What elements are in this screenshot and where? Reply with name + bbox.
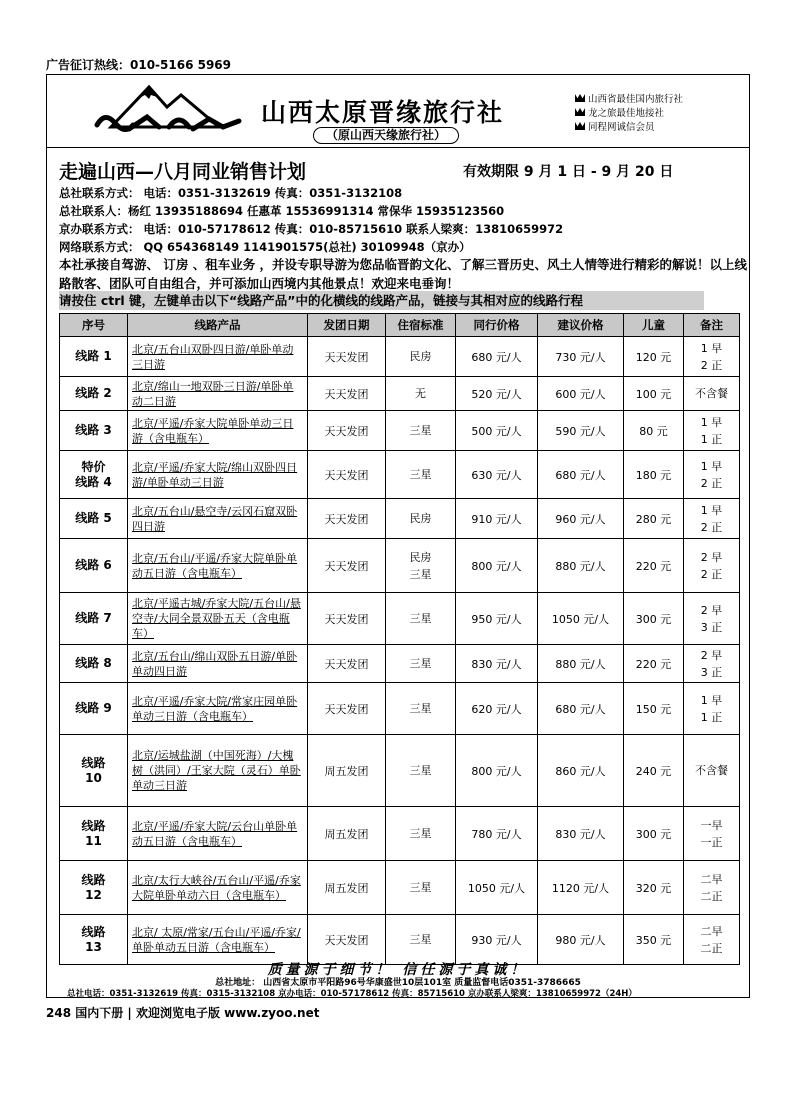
meal-note-cell: 不含餐 [684, 735, 740, 807]
peer-price-cell: 630 元/人 [456, 451, 538, 499]
suggested-price-cell: 600 元/人 [538, 377, 624, 411]
crown-icon [575, 108, 585, 116]
meal-note-cell: 1 早 2 正 [684, 451, 740, 499]
child-price-cell: 100 元 [624, 377, 684, 411]
mountain-logo-icon [89, 81, 259, 137]
route-id-cell: 线路 6 [60, 539, 128, 593]
route-product-link[interactable]: 北京/运城盐湖（中国死海）/大槐树（洪同）/王家大院（灵石）单卧单动三日游 [128, 735, 308, 807]
route-id-cell: 线路 9 [60, 683, 128, 735]
hotel-standard-cell: 三星 [386, 645, 456, 683]
footer-slogan: 质量源于细节！ 信任源于真诚！ [267, 962, 529, 978]
contact-line: 总社联系方式： 电话：0351-3132619 传真：0351-3132108 [59, 186, 403, 200]
contact-line: 网络联系方式： QQ 654368149 1141901575(总社) 30109948（京办） [59, 240, 471, 254]
page-frame [46, 74, 750, 998]
peer-price-cell: 520 元/人 [456, 377, 538, 411]
table-row [60, 645, 740, 683]
table-row [60, 807, 740, 861]
suggested-price-cell: 680 元/人 [538, 451, 624, 499]
route-product-link[interactable]: 北京/五台山/悬空寺/云冈石窟双卧四日游 [128, 499, 308, 539]
footer-phones: 总社电话：0351-3132619 传真：0315-3132108 京办电话：010-57178612 传真：85715610 京办联系人梁爽：13810659972（24H） [67, 989, 637, 999]
header-cell: 住宿标准 [386, 314, 456, 337]
suggested-price-cell: 830 元/人 [538, 807, 624, 861]
departure-date-cell: 周五发团 [308, 807, 386, 861]
departure-date-cell: 天天发团 [308, 377, 386, 411]
header-cell: 儿童 [624, 314, 684, 337]
hotel-standard-cell: 三星 [386, 807, 456, 861]
peer-price-cell: 1050 元/人 [456, 861, 538, 915]
header-cell: 备注 [684, 314, 740, 337]
route-product-link[interactable]: 北京/五台山/平遥/乔家大院单卧单动五日游（含电瓶车） [128, 539, 308, 593]
route-product-link[interactable]: 北京/平遥/乔家大院/常家庄园单卧单动三日游（含电瓶车） [128, 683, 308, 735]
route-id-cell: 特价 线路 4 [60, 451, 128, 499]
header-cell: 同行价格 [456, 314, 538, 337]
route-product-link[interactable]: 北京/平遥/乔家大院/绵山双卧四日游/单卧单动三日游 [128, 451, 308, 499]
honor-item: 龙之旅最佳地接社 [575, 107, 683, 121]
honor-item: 同程网诚信会员 [575, 121, 683, 135]
peer-price-cell: 780 元/人 [456, 807, 538, 861]
table-row [60, 915, 740, 965]
table-row [60, 451, 740, 499]
hotel-standard-cell: 三星 [386, 593, 456, 645]
child-price-cell: 120 元 [624, 337, 684, 377]
route-id-cell: 线路 3 [60, 411, 128, 451]
child-price-cell: 300 元 [624, 807, 684, 861]
peer-price-cell: 500 元/人 [456, 411, 538, 451]
meal-note-cell: 不含餐 [684, 377, 740, 411]
page-title: 走遍山西—八月同业销售计划 [59, 161, 307, 183]
suggested-price-cell: 880 元/人 [538, 539, 624, 593]
route-product-link[interactable]: 北京/平遥/乔家大院/云台山单卧单动五日游（含电瓶车） [128, 807, 308, 861]
departure-date-cell: 周五发团 [308, 861, 386, 915]
departure-date-cell: 周五发团 [308, 735, 386, 807]
departure-date-cell: 天天发团 [308, 915, 386, 965]
child-price-cell: 150 元 [624, 683, 684, 735]
route-id-cell: 线路 5 [60, 499, 128, 539]
route-id-cell: 线路 13 [60, 915, 128, 965]
table-header-row [60, 314, 740, 337]
honor-item: 山西省最佳国内旅行社 [575, 93, 683, 107]
meal-note-cell: 一早 一正 [684, 807, 740, 861]
child-price-cell: 220 元 [624, 645, 684, 683]
departure-date-cell: 天天发团 [308, 645, 386, 683]
suggested-price-cell: 1120 元/人 [538, 861, 624, 915]
hotel-standard-cell: 三星 [386, 411, 456, 451]
hotel-standard-cell: 三星 [386, 735, 456, 807]
hotel-standard-cell: 三星 [386, 451, 456, 499]
agency-header [47, 75, 749, 148]
suggested-price-cell: 730 元/人 [538, 337, 624, 377]
departure-date-cell: 天天发团 [308, 593, 386, 645]
departure-date-cell: 天天发团 [308, 451, 386, 499]
header-cell: 发团日期 [308, 314, 386, 337]
meal-note-cell: 二早 二正 [684, 915, 740, 965]
route-product-link[interactable]: 北京/平遥/乔家大院单卧单动三日游（含电瓶车） [128, 411, 308, 451]
link-instruction: 请按住 ctrl 键，左键单击以下“线路产品”中的化横线的线路产品，链接与其相对应的线路行程 [59, 291, 704, 310]
table-row [60, 861, 740, 915]
routes-table-body [60, 337, 740, 965]
meal-note-cell: 2 早 3 正 [684, 593, 740, 645]
child-price-cell: 280 元 [624, 499, 684, 539]
route-id-cell: 线路 8 [60, 645, 128, 683]
agency-name: 山西太原晋缘旅行社 [261, 98, 505, 127]
hotel-standard-cell: 民房 三星 [386, 539, 456, 593]
peer-price-cell: 910 元/人 [456, 499, 538, 539]
route-id-cell: 线路 2 [60, 377, 128, 411]
meal-note-cell: 1 早 1 正 [684, 411, 740, 451]
peer-price-cell: 930 元/人 [456, 915, 538, 965]
hotel-standard-cell: 民房 [386, 337, 456, 377]
child-price-cell: 350 元 [624, 915, 684, 965]
peer-price-cell: 830 元/人 [456, 645, 538, 683]
contact-line: 京办联系方式： 电话：010-57178612 传真：010-85715610 联系人梁爽：13810659972 [59, 222, 564, 236]
peer-price-cell: 620 元/人 [456, 683, 538, 735]
meal-note-cell: 二早 二正 [684, 861, 740, 915]
child-price-cell: 240 元 [624, 735, 684, 807]
departure-date-cell: 天天发团 [308, 411, 386, 451]
table-row [60, 735, 740, 807]
child-price-cell: 80 元 [624, 411, 684, 451]
route-id-cell: 线路 11 [60, 807, 128, 861]
table-row [60, 499, 740, 539]
table-row [60, 337, 740, 377]
agency-honors [575, 93, 683, 135]
route-id-cell: 线路 12 [60, 861, 128, 915]
hotel-standard-cell: 民房 [386, 499, 456, 539]
intro-text: 本社承接自驾游、 订房 、租车业务 ，并设专职导游为您品临晋韵文化、了解三晋历史、风土人情等进行精彩的解说！以上线路散客、团队可自由组合，并可添加山西境内其他景点！欢迎来电垂询！ [59, 257, 748, 291]
suggested-price-cell: 880 元/人 [538, 645, 624, 683]
route-id-cell: 线路 10 [60, 735, 128, 807]
crown-icon [575, 94, 585, 102]
route-id-cell: 线路 7 [60, 593, 128, 645]
route-id-cell: 线路 1 [60, 337, 128, 377]
header-cell: 建议价格 [538, 314, 624, 337]
peer-price-cell: 950 元/人 [456, 593, 538, 645]
peer-price-cell: 680 元/人 [456, 337, 538, 377]
meal-note-cell: 1 早 2 正 [684, 337, 740, 377]
departure-date-cell: 天天发团 [308, 337, 386, 377]
child-price-cell: 320 元 [624, 861, 684, 915]
route-product-link[interactable]: 北京/平遥古城/乔家大院/五台山/悬空寺/大同全景双卧五天（含电瓶车） [128, 593, 308, 645]
child-price-cell: 180 元 [624, 451, 684, 499]
table-row [60, 593, 740, 645]
meal-note-cell: 1 早 2 正 [684, 499, 740, 539]
crown-icon [575, 122, 585, 130]
suggested-price-cell: 680 元/人 [538, 683, 624, 735]
peer-price-cell: 800 元/人 [456, 735, 538, 807]
route-product-link[interactable]: 北京/ 太原/常家/五台山/平遥/乔家/单卧单动五日游（含电瓶车） [128, 915, 308, 965]
header-cell: 线路产品 [128, 314, 308, 337]
routes-table [59, 313, 740, 965]
suggested-price-cell: 860 元/人 [538, 735, 624, 807]
contact-line: 总社联系人：杨红 13935188694 任惠革 15536991314 常保华 15935123560 [59, 204, 505, 218]
hotel-standard-cell: 无 [386, 377, 456, 411]
meal-note-cell: 1 早 1 正 [684, 683, 740, 735]
ad-hotline: 广告征订热线：010-5166 5969 [46, 58, 232, 72]
footer-address: 总社地址： 山西省太原市平阳路96号华康盛世10层101室 质量监督电话0351-3786665 [215, 978, 581, 988]
suggested-price-cell: 980 元/人 [538, 915, 624, 965]
route-product-link[interactable]: 北京/五台山/绵山双卧五日游/单卧单动四日游 [128, 645, 308, 683]
child-price-cell: 220 元 [624, 539, 684, 593]
departure-date-cell: 天天发团 [308, 683, 386, 735]
peer-price-cell: 800 元/人 [456, 539, 538, 593]
page-footer: 248 国内下册 | 欢迎浏览电子版 www.zyoo.net [46, 1006, 320, 1020]
table-row [60, 377, 740, 411]
suggested-price-cell: 590 元/人 [538, 411, 624, 451]
meal-note-cell: 2 早 2 正 [684, 539, 740, 593]
table-row [60, 539, 740, 593]
hotel-standard-cell: 三星 [386, 861, 456, 915]
route-product-link[interactable]: 北京/太行大峡谷/五台山/平遥/乔家大院单卧单动六日（含电瓶车） [128, 861, 308, 915]
table-row [60, 683, 740, 735]
departure-date-cell: 天天发团 [308, 499, 386, 539]
suggested-price-cell: 960 元/人 [538, 499, 624, 539]
route-product-link[interactable]: 北京/绵山一地双卧三日游/单卧单动二日游 [128, 377, 308, 411]
validity-period: 有效期限 9 月 1 日 - 9 月 20 日 [463, 164, 674, 180]
hotel-standard-cell: 三星 [386, 915, 456, 965]
agency-former-name: （原山西天缘旅行社） [313, 127, 459, 144]
departure-date-cell: 天天发团 [308, 539, 386, 593]
child-price-cell: 300 元 [624, 593, 684, 645]
suggested-price-cell: 1050 元/人 [538, 593, 624, 645]
header-cell: 序号 [60, 314, 128, 337]
route-product-link[interactable]: 北京/五台山双卧四日游/单卧单动三日游 [128, 337, 308, 377]
table-row [60, 411, 740, 451]
hotel-standard-cell: 三星 [386, 683, 456, 735]
meal-note-cell: 2 早 3 正 [684, 645, 740, 683]
